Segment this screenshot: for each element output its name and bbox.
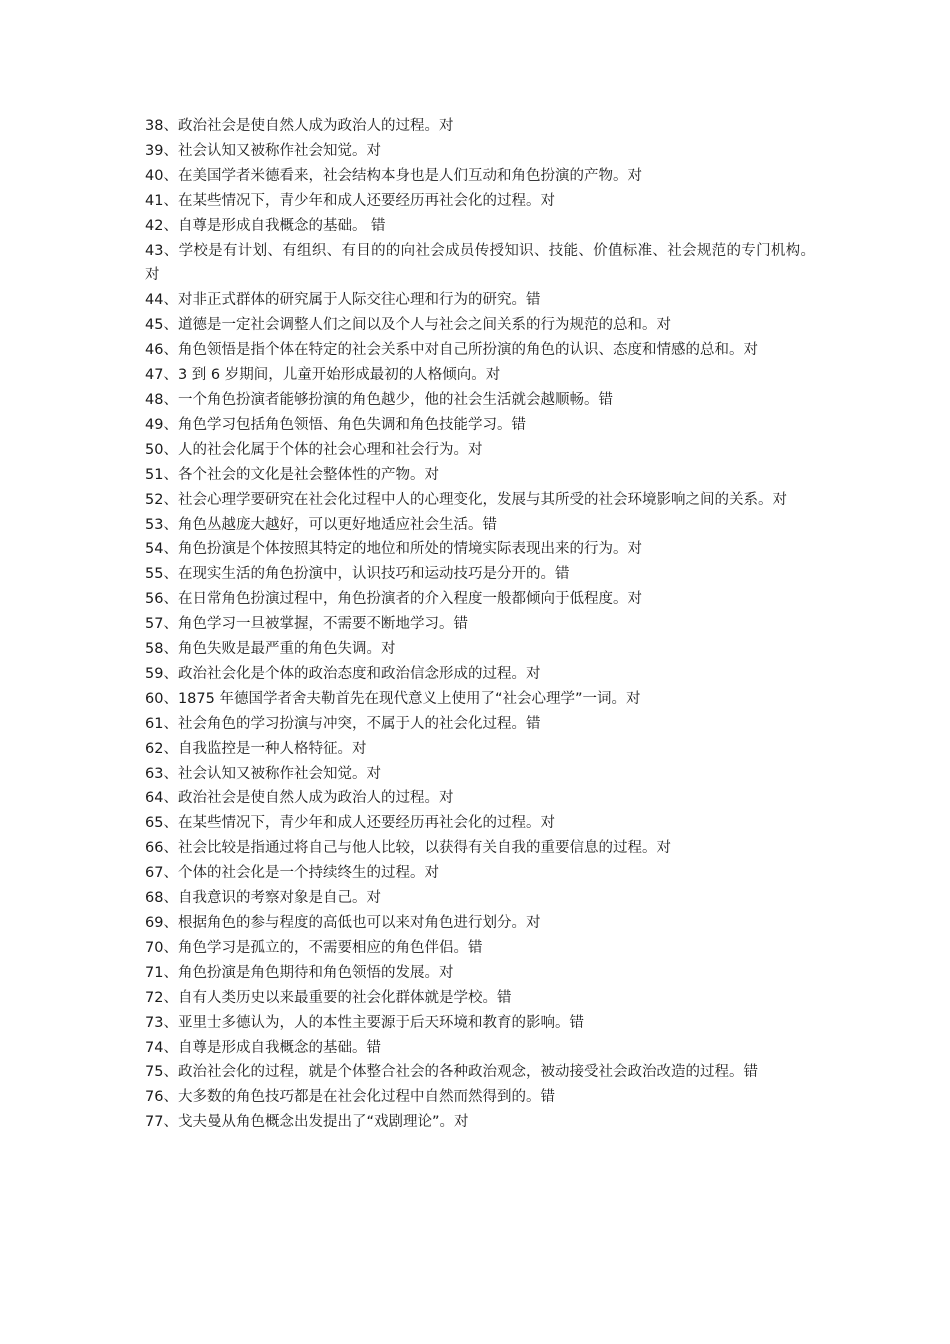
list-item: 46、角色领悟是指个体在特定的社会关系中对自己所扮演的角色的认识、态度和情感的总和。对 — [145, 342, 758, 359]
list-item: 47、3 到 6 岁期间，儿童开始形成最初的人格倾向。对 — [145, 367, 501, 384]
list-item: 43、学校是有计划、有组织、有目的的向社会成员传授知识、技能、价值标准、社会规范的专门机构。对 — [145, 242, 815, 284]
list-item: 63、社会认知又被称作社会知觉。对 — [145, 765, 381, 782]
list-item: 67、个体的社会化是一个持续终生的过程。对 — [145, 865, 439, 882]
list-item: 76、大多数的角色技巧都是在社会化过程中自然而然得到的。错 — [145, 1089, 555, 1106]
true-false-list — [145, 114, 815, 1135]
list-item: 71、角色扮演是角色期待和角色领悟的发展。对 — [145, 964, 454, 981]
list-item: 57、角色学习一旦被掌握，不需要不断地学习。错 — [145, 616, 468, 633]
list-item: 40、在美国学者米德看来，社会结构本身也是人们互动和角色扮演的产物。对 — [145, 167, 642, 184]
list-item: 70、角色学习是孤立的，不需要相应的角色伴侣。错 — [145, 939, 483, 956]
list-item: 45、道德是一定社会调整人们之间以及个人与社会之间关系的行为规范的总和。对 — [145, 317, 671, 334]
list-item: 73、亚里士多德认为，人的本性主要源于后天环境和教育的影响。错 — [145, 1014, 584, 1031]
list-item: 65、在某些情况下，青少年和成人还要经历再社会化的过程。对 — [145, 815, 555, 832]
list-item: 49、角色学习包括角色领悟、角色失调和角色技能学习。错 — [145, 416, 526, 433]
list-item: 38、政治社会是使自然人成为政治人的过程。对 — [145, 118, 454, 134]
list-item: 62、自我监控是一种人格特征。对 — [145, 740, 367, 757]
list-item: 50、人的社会化属于个体的社会心理和社会行为。对 — [145, 441, 483, 458]
list-item: 55、在现实生活的角色扮演中，认识技巧和运动技巧是分开的。错 — [145, 566, 570, 583]
list-item: 74、自尊是形成自我概念的基础。错 — [145, 1039, 381, 1056]
list-item: 59、政治社会化是个体的政治态度和政治信念形成的过程。对 — [145, 665, 541, 682]
list-item: 42、自尊是形成自我概念的基础。 错 — [145, 217, 386, 234]
list-item: 52、社会心理学要研究在社会化过程中人的心理变化，发展与其所受的社会环境影响之间的关系。对 — [145, 491, 787, 508]
list-item: 60、1875 年德国学者舍夫勒首先在现代意义上使用了“社会心理学”一词。对 — [145, 690, 641, 707]
list-item: 48、一个角色扮演者能够扮演的角色越少，他的社会生活就会越顺畅。错 — [145, 391, 613, 408]
list-item: 41、在某些情况下，青少年和成人还要经历再社会化的过程。对 — [145, 192, 555, 209]
list-item: 54、角色扮演是个体按照其特定的地位和所处的情境实际表现出来的行为。对 — [145, 541, 642, 558]
list-item: 56、在日常角色扮演过程中，角色扮演者的介入程度一般都倾向于低程度。对 — [145, 591, 642, 608]
list-item: 69、根据角色的参与程度的高低也可以来对角色进行划分。对 — [145, 915, 541, 931]
list-item: 61、社会角色的学习扮演与冲突，不属于人的社会化过程。错 — [145, 715, 541, 732]
list-item: 64、政治社会是使自然人成为政治人的过程。对 — [145, 790, 454, 807]
list-item: 44、对非正式群体的研究属于人际交往心理和行为的研究。错 — [145, 292, 541, 309]
list-item: 39、社会认知又被称作社会知觉。对 — [145, 142, 381, 159]
list-item: 51、各个社会的文化是社会整体性的产物。对 — [145, 466, 439, 483]
list-item: 75、政治社会化的过程，就是个体整合社会的各种政治观念，被动接受社会政治改造的过程。错 — [145, 1064, 758, 1081]
list-item: 58、角色失败是最严重的角色失调。对 — [145, 641, 396, 658]
list-item: 66、社会比较是指通过将自己与他人比较，以获得有关自我的重要信息的过程。对 — [145, 840, 671, 857]
list-item: 68、自我意识的考察对象是自己。对 — [145, 890, 381, 907]
list-item: 53、角色丛越庞大越好，可以更好地适应社会生活。错 — [145, 516, 497, 533]
list-item: 77、戈夫曼从角色概念出发提出了“戏剧理论”。对 — [145, 1114, 469, 1131]
list-item: 72、自有人类历史以来最重要的社会化群体就是学校。错 — [145, 989, 512, 1006]
